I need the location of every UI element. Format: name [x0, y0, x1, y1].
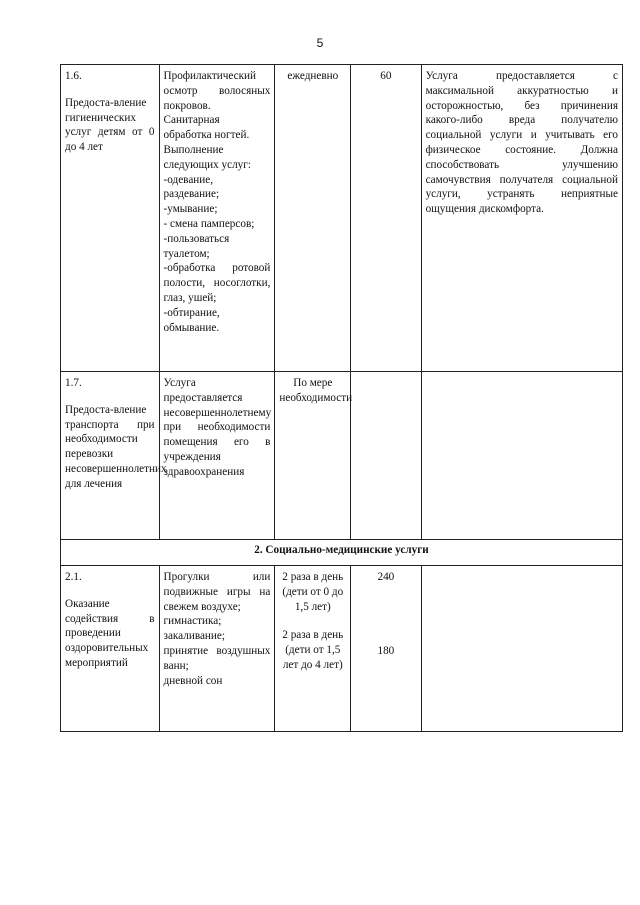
- table-row: [61, 65, 623, 372]
- content-line: принятие воздушных ванн;: [163, 644, 271, 672]
- frequency-cell: [275, 566, 351, 732]
- time-age-group-a: 240: [377, 571, 395, 583]
- service-name: Оказание содействия в проведении оздоровительных мероприятий: [65, 597, 155, 669]
- row-number-cell: [61, 566, 160, 732]
- page-number: 5: [316, 36, 324, 50]
- notes-cell: [421, 566, 622, 732]
- service-name: Предоста-вление гигиенических услуг детям от 0 до 4 лет: [65, 96, 155, 154]
- frequency-age-group-a: 2 раза в день (дети от 0 до 1,5 лет): [282, 571, 344, 613]
- time-age-group-b: 180: [377, 644, 395, 657]
- frequency-age-group-b: 2 раза в день (дети от 1,5 лет до 4 лет): [282, 629, 344, 671]
- section-title: 2. Социально-медицинские услуги: [61, 540, 623, 566]
- time-cell: [351, 372, 421, 540]
- content-line: закаливание;: [163, 630, 225, 643]
- service-content: [159, 566, 275, 732]
- content-line: -обтирание, обмывание.: [163, 306, 220, 334]
- row-number: 2.1.: [65, 571, 82, 583]
- content-line: Профилактический осмотр волосяных покровов.: [163, 70, 271, 112]
- content-line: -умывание;: [163, 203, 218, 216]
- row-number: 1.7.: [65, 377, 82, 389]
- content-line: Прогулки или подвижные игры на свежем воздухе;: [163, 571, 271, 613]
- row-number-cell: [61, 65, 160, 372]
- content-line: Услуга предоставляется несовершеннолетнему при необходимости помещения его в учреждения здравоохранения: [163, 377, 272, 478]
- content-line: гимнастика;: [163, 615, 222, 628]
- service-content: [159, 65, 275, 372]
- table-row: [61, 566, 623, 732]
- content-line: Выполнение следующих услуг:: [163, 143, 251, 171]
- content-line: Санитарная обработка ногтей.: [163, 114, 250, 142]
- content-line: -одевание, раздевание;: [163, 173, 220, 201]
- frequency-cell: ежедневно: [275, 65, 351, 372]
- content-line: -пользоваться туалетом;: [163, 232, 230, 260]
- notes-cell: [421, 372, 622, 540]
- content-line: -обработка ротовой полости, носоглотки, глаз, ушей;: [163, 262, 271, 304]
- content-line: - смена памперсов;: [163, 217, 255, 230]
- service-name: Предоста-вление транспорта при необходимости перевозки несовершеннолетних для лечения: [65, 403, 167, 490]
- time-cell: [351, 566, 421, 732]
- row-number-cell: [61, 372, 167, 540]
- services-table: [60, 64, 623, 732]
- service-content: [159, 372, 275, 540]
- notes-cell: Услуга предоставляется с максимальной аккуратностью и осторожностью, без причинения какого-либо вреда получателю социальной услуги и учитывать его физическое состояние. Должна способствовать улучшению самочувствия получателя социальной услуги, устранять неприятные ощущения дискомфорта.: [421, 65, 622, 372]
- row-number: 1.6.: [65, 70, 82, 82]
- time-cell: 60: [351, 65, 421, 372]
- table-row: [61, 372, 623, 540]
- section-row: [61, 540, 623, 566]
- content-line: дневной сон: [163, 674, 223, 687]
- frequency-cell: По мере необходимости: [275, 372, 351, 540]
